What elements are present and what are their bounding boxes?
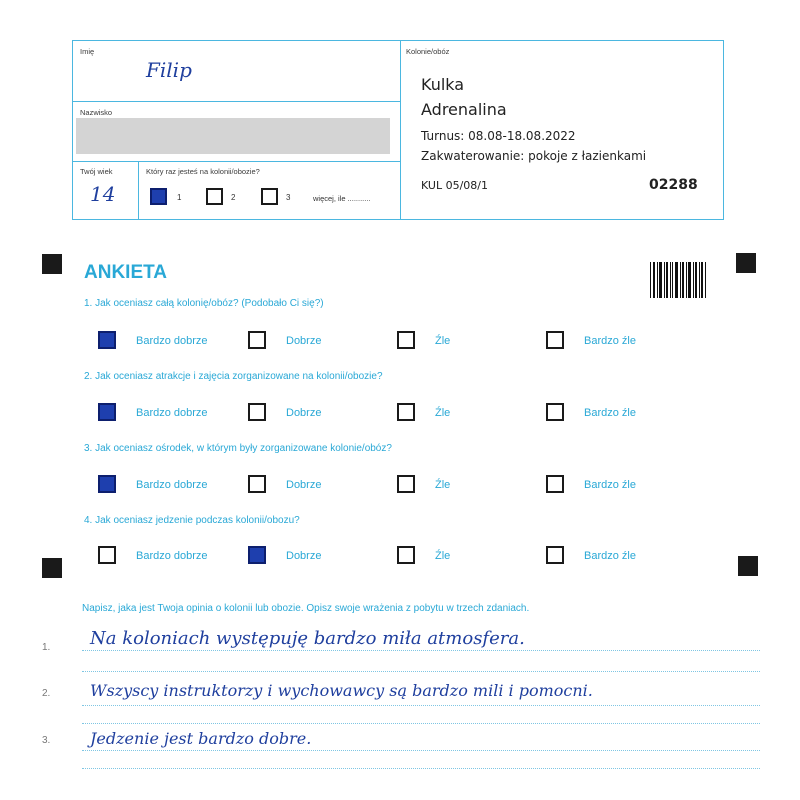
question-4: 4. Jak oceniasz jedzenie podczas kolonii/obozu? [84, 515, 300, 526]
q1-checkbox-bardzo-zle[interactable] [546, 331, 564, 349]
camp-label: Kolonie/obóz [406, 47, 450, 56]
name-value[interactable]: Filip [146, 58, 192, 82]
camp-name: Kulka [421, 75, 465, 94]
writing-line-2b [82, 723, 760, 724]
q2-checkbox-dobrze[interactable] [248, 403, 266, 421]
times-checkbox-1[interactable] [150, 188, 167, 205]
opinion-line-3[interactable]: Jedzenie jest bardzo dobre. [90, 729, 312, 748]
q1-label-dobrze: Dobrze [286, 335, 322, 347]
camp-program: Adrenalina [421, 100, 507, 119]
q4-checkbox-bardzo-zle[interactable] [546, 546, 564, 564]
question-1: 1. Jak oceniasz całą kolonię/obóz? (Podobało Ci się?) [84, 298, 324, 309]
q4-checkbox-bardzo-dobrze[interactable] [98, 546, 116, 564]
opinion-prompt: Napisz, jaka jest Twoja opinia o kolonii lub obozie. Opisz swoje wrażenia z pobytu w trzech zdaniach. [82, 603, 530, 614]
q1-label-zle: Źle [435, 335, 451, 347]
q2-label-dobrze: Dobrze [286, 407, 322, 419]
q2-checkbox-zle[interactable] [397, 403, 415, 421]
q1-checkbox-dobrze[interactable] [248, 331, 266, 349]
camp-code: KUL 05/08/1 [421, 179, 488, 192]
times-checkbox-2[interactable] [206, 188, 223, 205]
q3-label-bardzo-zle: Bardzo źle [584, 479, 636, 491]
q1-checkbox-zle[interactable] [397, 331, 415, 349]
opinion-line-1[interactable]: Na koloniach występuję bardzo miła atmosfera. [90, 628, 525, 649]
q4-checkbox-dobrze[interactable] [248, 546, 266, 564]
line-number-2: 2. [42, 688, 51, 699]
q1-label-bardzo-dobrze: Bardzo dobrze [136, 335, 208, 347]
barcode [650, 262, 706, 298]
times-option-1: 1 [177, 193, 182, 202]
q1-checkbox-bardzo-dobrze[interactable] [98, 331, 116, 349]
q2-label-zle: Źle [435, 407, 451, 419]
q2-label-bardzo-dobrze: Bardzo dobrze [136, 407, 208, 419]
q3-checkbox-zle[interactable] [397, 475, 415, 493]
line-number-1: 1. [42, 642, 51, 653]
times-option-more: więcej, ile ........... [313, 194, 371, 203]
writing-line-2 [82, 705, 760, 706]
q4-label-bardzo-dobrze: Bardzo dobrze [136, 550, 208, 562]
line-number-3: 3. [42, 735, 51, 746]
q2-checkbox-bardzo-zle[interactable] [546, 403, 564, 421]
registration-mark-bottom-left [42, 558, 62, 578]
age-value[interactable]: 14 [90, 182, 116, 206]
question-3: 3. Jak oceniasz ośrodek, w którym były zorganizowane kolonie/obóz? [84, 443, 392, 454]
times-option-3: 3 [286, 193, 291, 202]
accommodation: Zakwaterowanie: pokoje z łazienkami [421, 149, 647, 163]
surname-redacted [76, 118, 390, 154]
registration-mark-top-right [736, 253, 756, 273]
q4-label-dobrze: Dobrze [286, 550, 322, 562]
q3-label-dobrze: Dobrze [286, 479, 322, 491]
writing-line-3b [82, 768, 760, 769]
q3-label-zle: Źle [435, 479, 451, 491]
q3-checkbox-bardzo-zle[interactable] [546, 475, 564, 493]
registration-mark-bottom-right [738, 556, 758, 576]
q3-checkbox-dobrze[interactable] [248, 475, 266, 493]
q3-label-bardzo-dobrze: Bardzo dobrze [136, 479, 208, 491]
writing-line-3 [82, 750, 760, 751]
turnus: Turnus: 08.08-18.08.2022 [421, 129, 576, 143]
writing-line-1 [82, 650, 760, 651]
times-option-2: 2 [231, 193, 236, 202]
q3-checkbox-bardzo-dobrze[interactable] [98, 475, 116, 493]
opinion-line-2[interactable]: Wszyscy instruktorzy i wychowawcy są bardzo mili i pomocni. [90, 681, 593, 700]
q4-checkbox-zle[interactable] [397, 546, 415, 564]
q2-checkbox-bardzo-dobrze[interactable] [98, 403, 116, 421]
name-label: Imię [80, 47, 95, 56]
writing-line-1b [82, 671, 760, 672]
question-2: 2. Jak oceniasz atrakcje i zajęcia zorganizowane na kolonii/obozie? [84, 371, 383, 382]
form-number: 02288 [649, 177, 698, 193]
times-checkbox-3[interactable] [261, 188, 278, 205]
q4-label-zle: Źle [435, 550, 451, 562]
q2-label-bardzo-zle: Bardzo źle [584, 407, 636, 419]
q4-label-bardzo-zle: Bardzo źle [584, 550, 636, 562]
registration-mark-top-left [42, 254, 62, 274]
times-label: Który raz jesteś na kolonii/obozie? [146, 167, 260, 176]
surname-label: Nazwisko [80, 108, 113, 117]
survey-title: ANKIETA [84, 262, 168, 283]
q1-label-bardzo-zle: Bardzo źle [584, 335, 636, 347]
age-label: Twój wiek [80, 167, 113, 176]
